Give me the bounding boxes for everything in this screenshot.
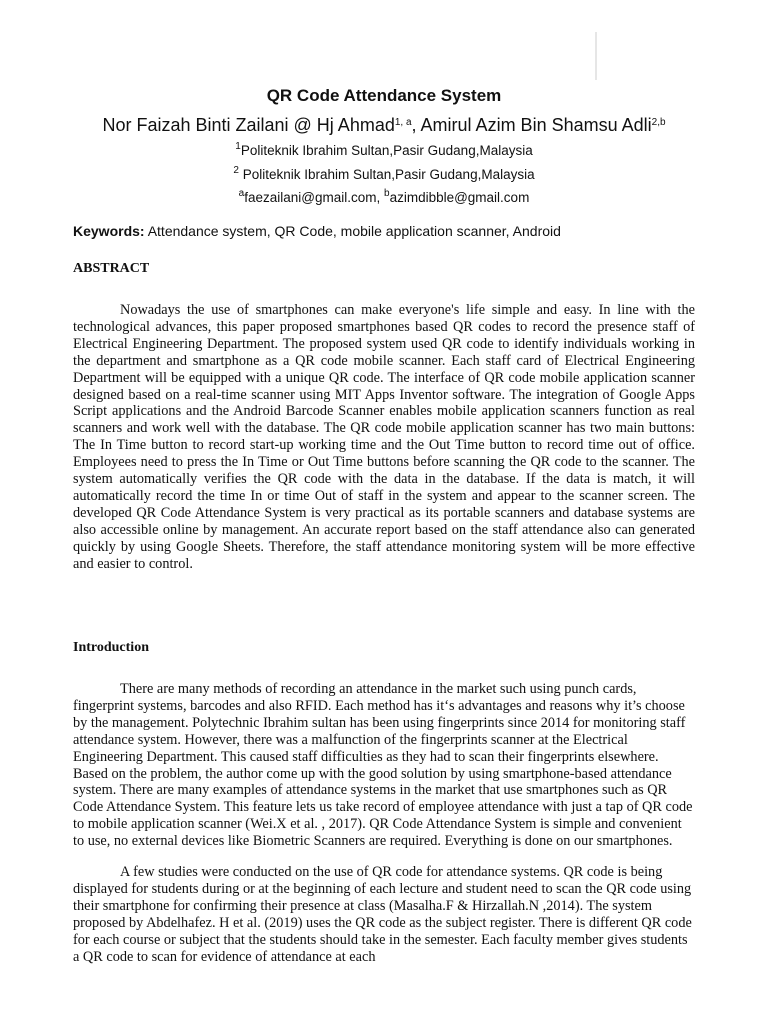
introduction-heading: Introduction — [73, 640, 149, 655]
introduction-paragraph-2: A few studies were conducted on the use of QR code for attendance systems. QR code is being displayed for students during or at the beginning of each lecture and student need to scan the QR code using their smartphone for confirming their presence at class (Masalha.F & Hirzallah.N ,2014). The system proposed by Abdelhafez. H et al. (2019) uses the QR code as the subject register. There is different QR code for each course or subject that the students should take in the semester. Each faculty member gives students a QR code to scan for evidence of attendance at each — [73, 864, 692, 965]
affiliation-2-text: Politeknik Ibrahim Sultan,Pasir Gudang,Malaysia — [238, 167, 535, 182]
email-a: faezailani@gmail.com, — [244, 190, 384, 205]
scan-edge-line — [595, 32, 597, 80]
paper-title: QR Code Attendance System — [266, 86, 502, 105]
author-1-name: Nor Faizah Binti Zailani @ Hj Ahmad — [102, 115, 395, 135]
author-1-superscript: 1, a — [394, 117, 412, 128]
author-separator: , — [411, 115, 421, 135]
email-a-superscript: a — [238, 188, 245, 199]
affiliation-1-text: Politeknik Ibrahim Sultan,Pasir Gudang,Malaysia — [240, 143, 533, 158]
email-b: azimdibble@gmail.com — [389, 190, 530, 205]
author-2-name: Amirul Azim Bin Shamsu Adli — [420, 115, 652, 135]
author-line — [0, 112, 768, 136]
affiliation-1-superscript: 1 — [235, 141, 241, 152]
introduction-paragraph-1: There are many methods of recording an attendance in the market such using punch cards, fingerprint systems, barcodes and also RFID. Each method has it‘s advantages and reasons why it’s choose by the management. Polytechnic Ibrahim sultan has been using fingerprints since 2014 for monitoring staff attendance system. However, there was a malfunction of the fingerprints scanner at the Electrical Engineering Department. This caused staff difficulties as they had to scan their fingerprints elsewhere. Based on the problem, the author come up with the good solution by using smartphone-based attendance system. There are many examples of attendance systems in the market that use smartphones such as QR Code Attendance System. This feature lets us take record of employee attendance with just a tap of QR code to mobile application scanner (Wei.X et al. , 2017). QR Code Attendance System is simple and convenient to use, no external devices like Biometric Scanners are required. Everything is done on our smartphones. — [73, 681, 693, 850]
affiliation-1 — [0, 138, 768, 160]
abstract-heading: ABSTRACT — [73, 261, 150, 276]
email-b-superscript: b — [384, 188, 390, 199]
keywords-text: Attendance system, QR Code, mobile application scanner, Android — [144, 223, 561, 239]
keywords-line — [73, 222, 561, 240]
affiliation-2 — [0, 162, 768, 184]
author-2-superscript: 2,b — [651, 117, 666, 128]
affiliation-2-superscript: 2 — [233, 165, 239, 176]
keywords-label: Keywords: — [73, 223, 145, 239]
email-line — [0, 185, 768, 207]
abstract-body: Nowadays the use of smartphones can make everyone's life simple and easy. In line with the technological advances, this paper proposed smartphones based QR codes to record the presence staff of Electrical Engineering Department. The proposed system used QR code to identify individuals working in the department and smartphone as a QR code mobile scanner. Each staff card of Electrical Engineering Department will be equipped with a unique QR code. The interface of QR code mobile application scanner designed based on a real-time scanner using MIT Apps Inventor software. The integration of Google Apps Script applications and the Android Barcode Scanner enables mobile application scanners function as real scanners and work well with the database. The QR code mobile application scanner has two main buttons: The In Time button to record start-up working time and the Out Time button to record time out of office. Employees need to press the In Time or Out Time buttons before scanning the QR code to the scanner. The system automatically verifies the QR code with the data in the database. If the data is match, it will automatically record the time In or time Out of staff in the system and appear to the scanner screen. The developed QR Code Attendance System is very practical as its portable scanners and database systems are also accessible online by management. An accurate report based on the staff attendance also can generated quickly by using Google Sheets. Therefore, the staff attendance monitoring system will be more effective and easier to control. — [73, 302, 695, 572]
